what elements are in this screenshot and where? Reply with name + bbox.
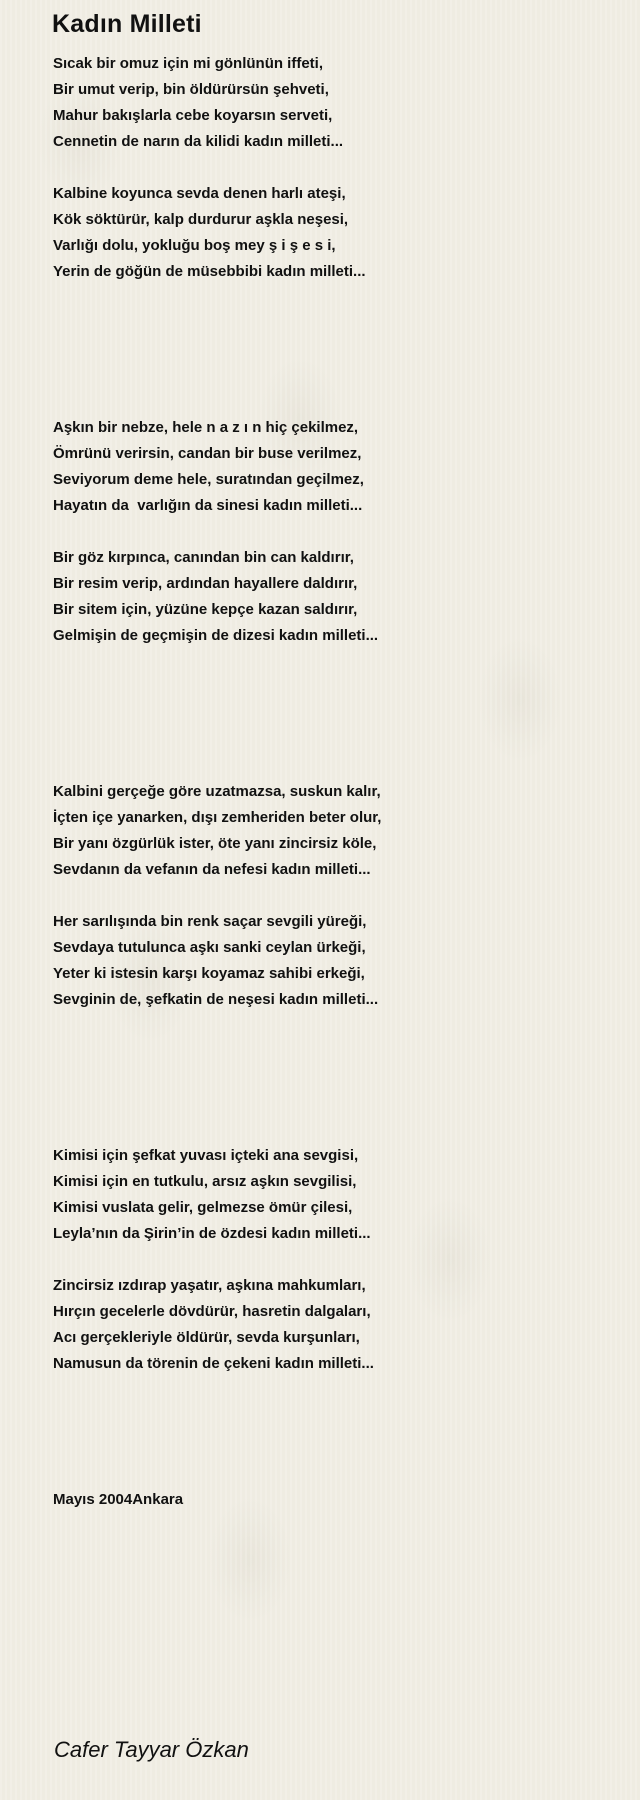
poem-line: Yerin de göğün de müsebbibi kadın milleti...: [53, 263, 366, 280]
section-spacer: [53, 285, 613, 415]
stanza: [53, 1143, 613, 1247]
poem-line: Sevdanın da vefanın da nefesi kadın milleti...: [53, 861, 371, 878]
poem-line: Cennetin de narın da kilidi kadın milleti...: [53, 133, 344, 150]
stanza: [53, 909, 613, 1013]
poem-line: İçten içe yanarken, dışı zemheriden beter olur,: [53, 809, 382, 826]
stanza: [53, 779, 613, 883]
poem-line: Kök söktürür, kalp durdurur aşkla neşesi,: [53, 211, 349, 228]
poem-line: Bir göz kırpınca, canından bin can kaldırır,: [53, 549, 354, 566]
poem-line: Sevginin de, şefkatin de neşesi kadın milleti...: [53, 991, 379, 1008]
stanza-spacer: [53, 1247, 613, 1273]
stanza: [53, 51, 613, 155]
poem-line: Kimisi vuslata gelir, gelmezse ömür çilesi,: [53, 1199, 353, 1216]
poem-line: Kalbine koyunca sevda denen harlı ateşi,: [53, 185, 346, 202]
poem-line: Hırçın gecelerle dövdürür, hasretin dalgaları,: [53, 1303, 371, 1320]
poem-line: Acı gerçekleriyle öldürür, sevda kurşunları,: [53, 1329, 360, 1346]
poem-line: Gelmişin de geçmişin de dizesi kadın milleti...: [53, 627, 379, 644]
poem-title: Kadın Milleti: [52, 10, 202, 38]
poem-line: Varlığı dolu, yokluğu boş mey ş i ş e s i,: [53, 237, 336, 254]
stanza-spacer: [53, 883, 613, 909]
poem-line: Bir resim verip, ardından hayallere daldırır,: [53, 575, 358, 592]
poem-line: Seviyorum deme hele, suratından geçilmez,: [53, 471, 364, 488]
poem-line: Kimisi için en tutkulu, arsız aşkın sevgilisi,: [53, 1173, 357, 1190]
section-spacer: [53, 649, 613, 779]
poem-line: Mahur bakışlarla cebe koyarsın serveti,: [53, 107, 333, 124]
poem-line: Yeter ki istesin karşı koyamaz sahibi erkeği,: [53, 965, 365, 982]
poem-line: Zincirsiz ızdırap yaşatır, aşkına mahkumları,: [53, 1277, 366, 1294]
poem-line: Hayatın da varlığın da sinesi kadın milleti...: [53, 497, 363, 514]
poem-line: Sevdaya tutulunca aşkı sanki ceylan ürkeği,: [53, 939, 366, 956]
poem-line: Kimisi için şefkat yuvası içteki ana sevgisi,: [53, 1147, 359, 1164]
stanza-spacer: [53, 519, 613, 545]
poem-line: Leyla’nın da Şirin’in de özdesi kadın milleti...: [53, 1225, 371, 1242]
poem-line: Kalbini gerçeğe göre uzatmazsa, suskun kalır,: [53, 783, 381, 800]
stanza: [53, 181, 613, 285]
stanza-spacer: [53, 155, 613, 181]
author-name: Cafer Tayyar Özkan: [54, 1737, 249, 1762]
stanza: [53, 415, 613, 519]
section-spacer: [53, 1013, 613, 1143]
poem-line: Bir yanı özgürlük ister, öte yanı zincirsiz köle,: [53, 835, 377, 852]
poem-line: Sıcak bir omuz için mi gönlünün iffeti,: [53, 55, 324, 72]
stanza: [53, 1273, 613, 1377]
poem-line: Bir sitem için, yüzüne kepçe kazan saldırır,: [53, 601, 358, 618]
poem-body: [53, 51, 613, 1377]
poem-line: Bir umut verip, bin öldürürsün şehveti,: [53, 81, 329, 98]
poem-line: Ömrünü verirsin, candan bir buse verilmez,: [53, 445, 362, 462]
poem-line: Her sarılışında bin renk saçar sevgili yüreği,: [53, 913, 367, 930]
stanza: [53, 545, 613, 649]
date-place: Mayıs 2004Ankara: [53, 1491, 184, 1508]
poem-line: Namusun da törenin de çekeni kadın milleti...: [53, 1355, 374, 1372]
poem-line: Aşkın bir nebze, hele n a z ı n hiç çekilmez,: [53, 419, 359, 436]
